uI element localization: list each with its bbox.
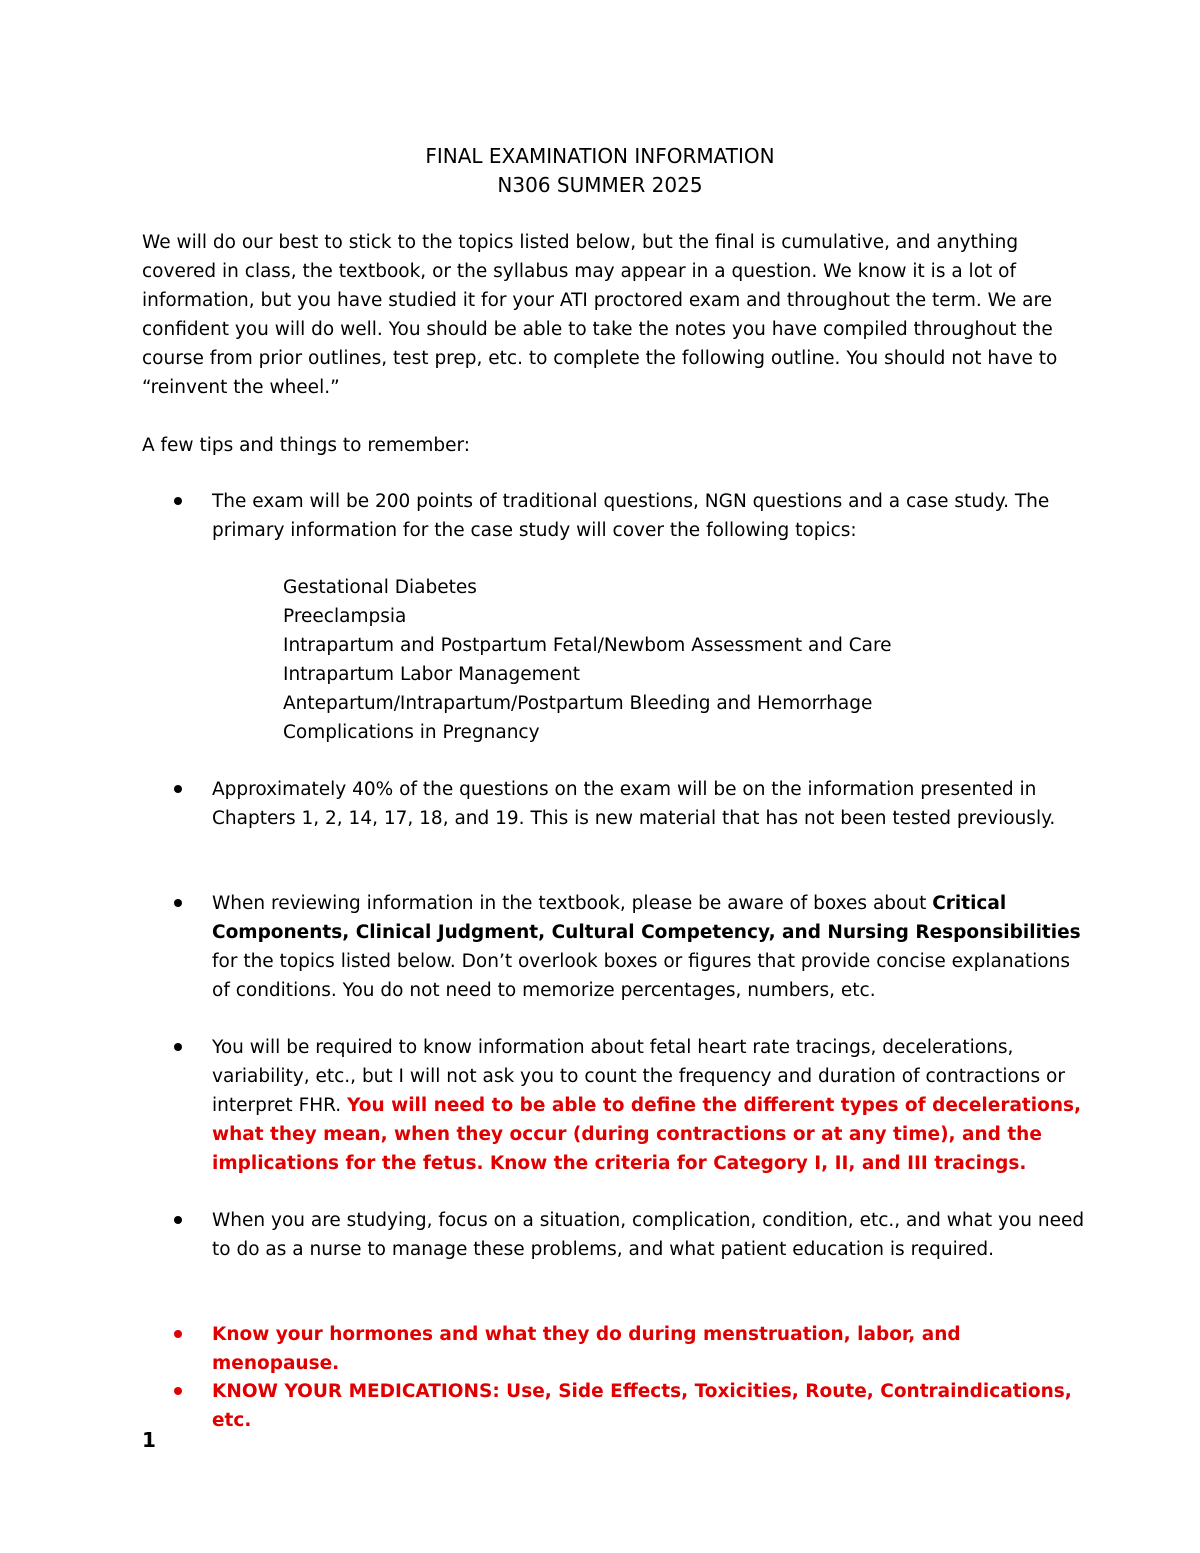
bullet-red-text: KNOW YOUR MEDICATIONS: Use, Side Effects, Toxicities, Route, Contraindications, etc. <box>212 1381 1072 1431</box>
topic-item: Intrapartum Labor Management <box>283 664 581 685</box>
topic-item: Preeclampsia <box>283 606 407 627</box>
bullet-medications <box>212 1377 1087 1435</box>
topic-item: Complications in Pregnancy <box>283 722 540 743</box>
bullet-red-text: You will need to be able to define the different types of decelerations, what they mean, when they occur (during contractions or at any time), and the implications for the fetus. Know the criteria for Category I, II, and III tracings. <box>212 1095 1082 1174</box>
bullet-text: for the topics listed below. Don’t overlook boxes or figures that provide concise explanations of conditions. You do not need to memorize percentages, numbers, etc. <box>212 951 1070 1001</box>
page-number: 1 <box>142 1428 156 1452</box>
bullet-text: When reviewing information in the textbook, please be aware of boxes about <box>212 893 933 914</box>
bullet-exam-format: The exam will be 200 points of traditional questions, NGN questions and a case study. The primary information for the case study will cover the following topics: <box>212 487 1087 545</box>
bullet-textbook-boxes <box>212 889 1087 1005</box>
topic-item: Gestational Diabetes <box>283 577 477 598</box>
bullet-bold-text: Critical Components, Clinical Judgment, Cultural Competency, and Nursing Responsibilities <box>212 893 1081 943</box>
bullet-study-focus: When you are studying, focus on a situation, complication, condition, etc., and what you need to do as a nurse to manage these problems, and what patient education is required. <box>212 1206 1087 1264</box>
topic-item: Intrapartum and Postpartum Fetal/Newbom Assessment and Care <box>283 635 892 656</box>
bullet-text: You will be required to know information about fetal heart rate tracings, decelerations, variability, etc., but I will not ask you to count the frequency and duration of contractions or interpret FHR. <box>212 1037 1065 1116</box>
case-study-topics <box>283 573 1083 747</box>
bullet-fhr-tracings <box>212 1033 1087 1178</box>
tips-heading: A few tips and things to remember: <box>142 435 470 456</box>
topic-item: Antepartum/Intrapartum/Postpartum Bleeding and Hemorrhage <box>283 693 873 714</box>
document-subtitle: N306 SUMMER 2025 <box>497 173 703 197</box>
document-title: FINAL EXAMINATION INFORMATION <box>425 144 775 168</box>
bullet-red-text: Know your hormones and what they do during menstruation, labor, and menopause. <box>212 1324 961 1374</box>
bullet-hormones <box>212 1320 1087 1378</box>
intro-paragraph: We will do our best to stick to the topics listed below, but the final is cumulative, and anything covered in class, the textbook, or the syllabus may appear in a question. We know it is a lot of information, but you have studied it for your ATI proctored exam and throughout the term. We are confident you will do well. You should be able to take the notes you have compiled throughout the course from prior outlines, test prep, etc. to complete the following outline. You should not have to “reinvent the wheel.” <box>142 232 1058 398</box>
bullet-new-material: Approximately 40% of the questions on the exam will be on the information presented in Chapters 1, 2, 14, 17, 18, and 19. This is new material that has not been tested previously. <box>212 775 1087 833</box>
